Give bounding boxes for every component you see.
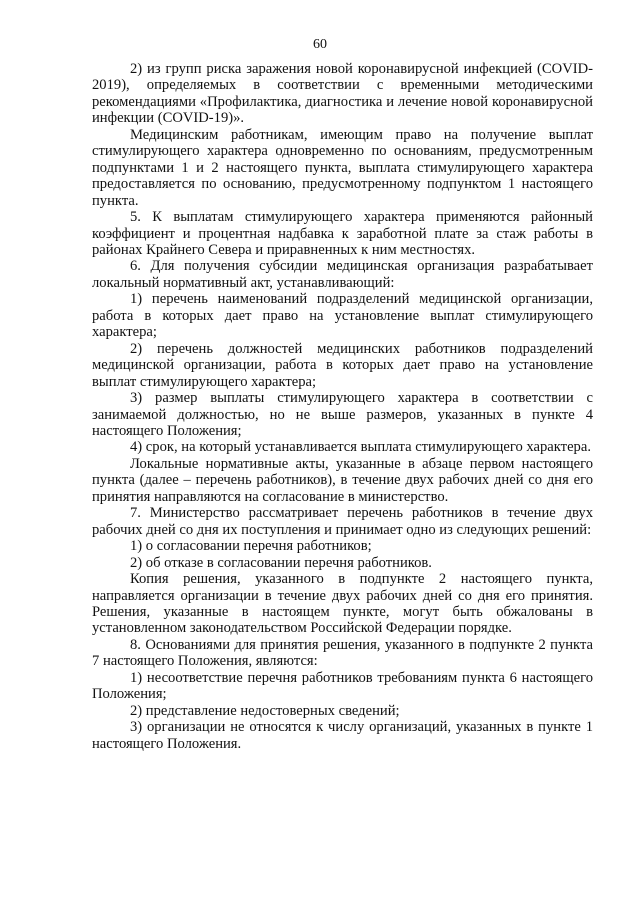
paragraph-item-7-sub-1: 1) о согласовании перечня работников; — [130, 538, 372, 555]
paragraph-decision-copy: Копия решения, указанного в подпункте 2 настоящего пункта, направляется организации в течение двух рабочих дней со дня его принятия. Решения, указанные в настоящем пункте, могут быть обжалованы в установленном законодательством Российской Федерации порядке. — [92, 571, 593, 637]
paragraph-item-8-sub-1: 1) несоответствие перечня работников требованиям пункта 6 настоящего Положения; — [92, 669, 593, 703]
paragraph-item-8-sub-2: 2) представление недостоверных сведений; — [130, 702, 400, 719]
paragraph-item-7-sub-2: 2) об отказе в согласовании перечня работников. — [130, 554, 432, 571]
paragraph-item-6-sub-4: 4) срок, на который устанавливается выплата стимулирующего характера. — [130, 439, 591, 456]
document-body — [92, 61, 593, 752]
paragraph-item-6-sub-1: 1) перечень наименований подразделений медицинской организации, работа в которых дает право на установление выплат стимулирующего характера; — [92, 291, 593, 341]
paragraph-item-8-sub-3: 3) организации не относятся к числу организаций, указанных в пункте 1 настоящего Положения. — [92, 719, 593, 752]
paragraph-item-6-sub-3: 3) размер выплаты стимулирующего характера в соответствии с занимаемой должностью, но не выше размеров, указанных в пункте 4 настоящего Положения; — [92, 390, 593, 439]
paragraph-item-5: 5. К выплатам стимулирующего характера применяются районный коэффициент и процентная надбавка к заработной плате за стаж работы в районах Крайнего Севера и приравненных к ним местностях. — [92, 209, 593, 258]
paragraph-item-7: 7. Министерство рассматривает перечень работников в течение двух рабочих дней со дня их поступления и принимает одно из следующих решений: — [92, 505, 593, 538]
paragraph-risk-groups: 2) из групп риска заражения новой коронавирусной инфекцией (COVID-2019), определяемых в соответствии с временными методическими рекомендациями «Профилактика, диагностика и лечение новой коронавирусной инфекции (COVID-19)». — [92, 61, 593, 127]
paragraph-item-6-sub-2: 2) перечень должностей медицинских работников подразделений медицинской организации, работа в которых дает право на установление выплат стимулирующего характера; — [92, 340, 593, 390]
paragraph-local-acts: Локальные нормативные акты, указанные в абзаце первом настоящего пункта (далее – перечень работников), в течение двух рабочих дней со дня его принятия направляются на согласование в министерство. — [92, 455, 593, 505]
paragraph-item-8: 8. Основаниями для принятия решения, указанного в подпункте 2 пункта 7 настоящего Положения, являются: — [92, 636, 593, 670]
paragraph-simultaneous-grounds: Медицинским работникам, имеющим право на получение выплат стимулирующего характера одновременно по основаниям, предусмотренным подпунктами 1 и 2 настоящего пункта, выплата стимулирующего характера предоставляется по основанию, предусмотренному подпунктом 1 настоящего пункта. — [92, 126, 593, 209]
page-number: 60 — [313, 37, 327, 52]
paragraph-item-6: 6. Для получения субсидии медицинская организация разрабатывает локальный нормативный акт, устанавливающий: — [92, 258, 593, 291]
